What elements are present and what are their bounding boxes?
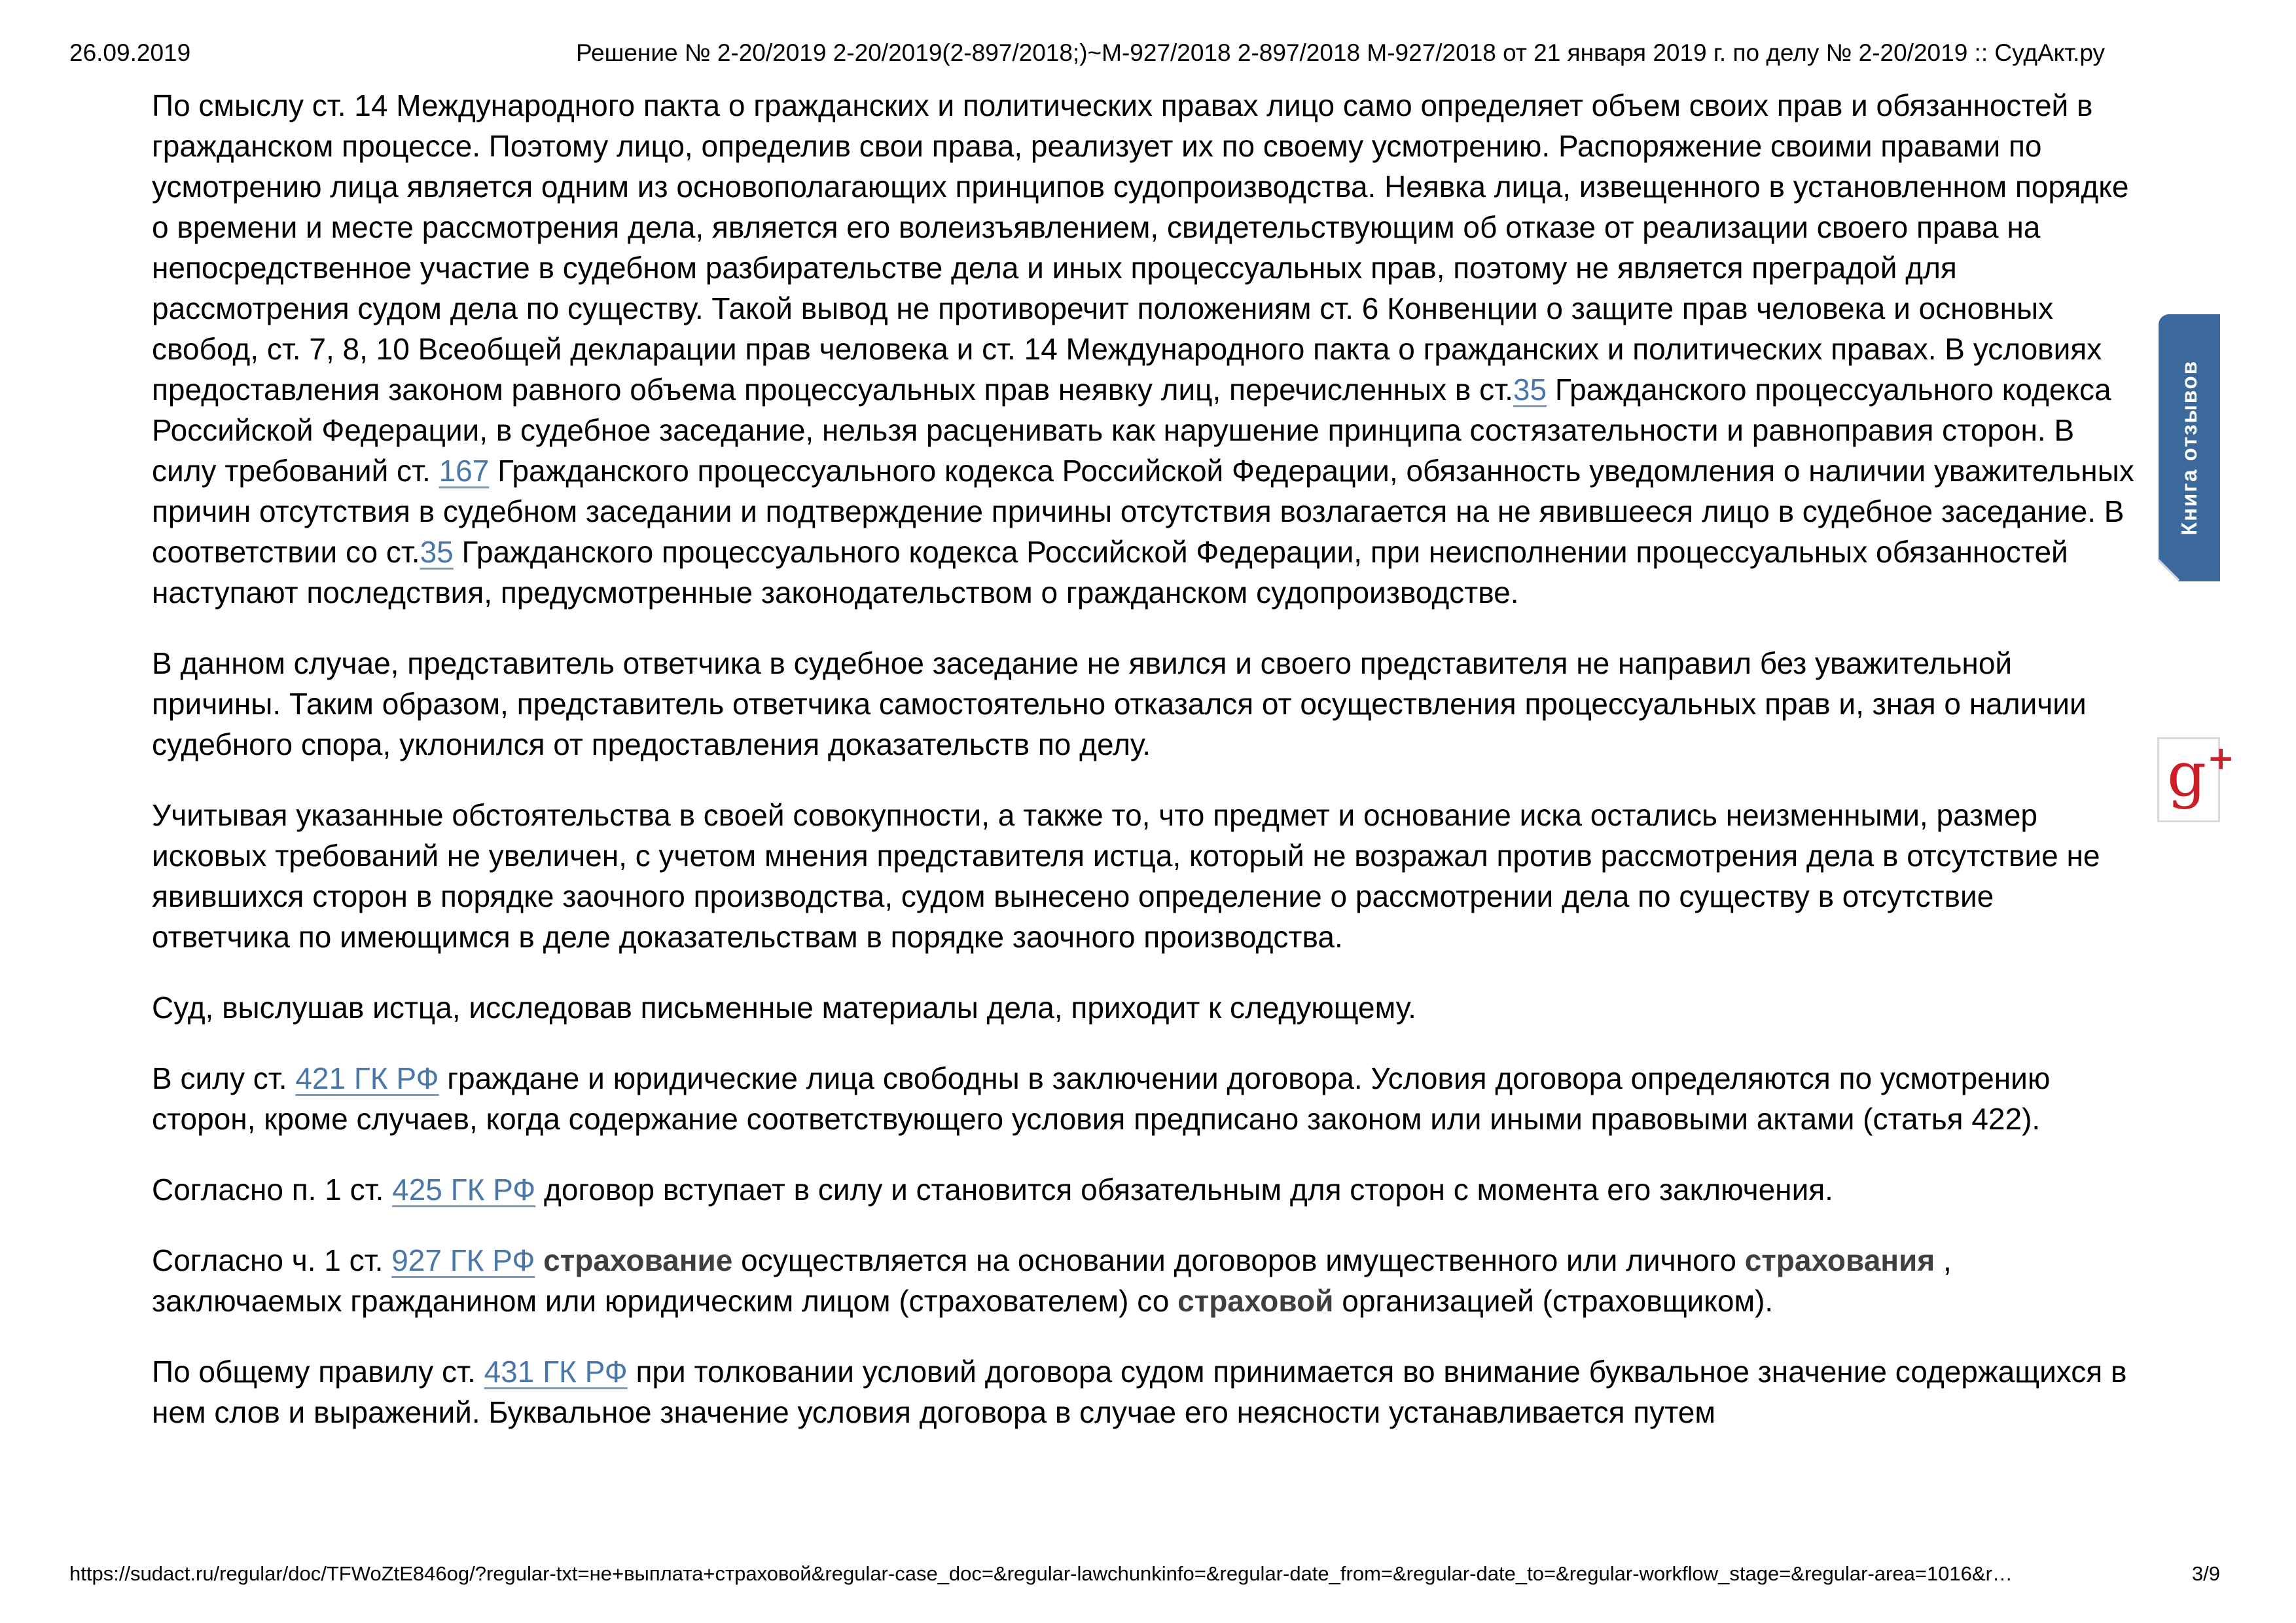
text-run: граждане и юридические лица свободны в заключении договора. Условия договора определяются по усмотрению сторон, кроме случаев, когда содержание соответствующего условия предписано законом или иными правовыми актами (статья 422). (152, 1061, 2051, 1136)
document-body (152, 85, 2135, 1463)
text-run: По общему правилу ст. (152, 1355, 484, 1389)
ribbon-fold-corner (2138, 559, 2179, 601)
highlighted-term: страхования (1744, 1243, 1935, 1277)
statute-link[interactable]: 35 (420, 535, 454, 569)
text-run: осуществляется на основании договоров имущественного или личного (732, 1243, 1745, 1277)
text-run: В данном случае, представитель ответчика в судебное заседание не явился и своего представителя не направил без уважительной причины. Таким образом, представитель ответчика самостоятельно отказался от осуществления процессуальных прав и, зная о наличии судебного спора, уклонился от предоставления доказательств по делу. (152, 646, 2087, 761)
paragraph (152, 1351, 2135, 1432)
text-run: Гражданского процессуального кодекса Российской Федерации, при неисполнении процессуальных обязанностей наступают последствия, предусмотренные законодательством о гражданском судопроизводстве. (152, 535, 2068, 610)
print-header-date: 26.09.2019 (69, 39, 191, 66)
feedback-book-tab-label: Книга отзывов (2177, 359, 2201, 536)
google-plus-icon: g (2167, 739, 2207, 811)
feedback-book-tab[interactable] (2159, 314, 2220, 581)
text-run: организацией (страховщиком). (1333, 1284, 1774, 1318)
text-run: при толковании условий договора судом принимается во внимание буквальное значение содержащихся в нем слов и выражений. Буквальное значение условия договора в случае его неясности устанавливается путем (152, 1355, 2127, 1429)
statute-link[interactable]: 35 (1513, 373, 1547, 407)
print-footer-url: https://sudact.ru/regular/doc/TFWoZtE846og/?regular-txt=не+выплата+страховой&regular-case_doc=&regular-lawchunkinfo=&regular-date_from=&regular-date_to=&regular-workflow_stage=&regular-area=1016&r… (69, 1562, 2013, 1585)
paragraph (152, 85, 2135, 613)
paragraph (152, 987, 2135, 1028)
highlighted-term: страхование (543, 1243, 733, 1277)
text-run: Суд, выслушав истца, исследовав письменные материалы дела, приходит к следующему. (152, 991, 1416, 1025)
google-plus-share-button[interactable] (2157, 737, 2235, 822)
paragraph (152, 1169, 2135, 1210)
text-run: По смыслу ст. 14 Международного пакта о гражданских и политических правах лицо само определяет объем своих прав и обязанностей в гражданском процессе. Поэтому лицо, определив свои права, реализует их по своему усмотрению. Распоряжение своими правами по усмотрению лица является одним из основополагающих принципов судопроизводства. Неявка лица, извещенного в установленном порядке о времени и месте рассмотрения дела, является его волеизъявлением, свидетельствующим об отказе от реализации своего права на непосредственное участие в судебном разбирательстве дела и иных процессуальных прав, поэтому не является преградой для рассмотрения судом дела по существу. Такой вывод не противоречит положениям ст. 6 Конвенции о защите прав человека и основных свобод, ст. 7, 8, 10 Всеобщей декларации прав человека и ст. 14 Международного пакта о гражданских и политических правах. В условиях предоставления законом равного объема процессуальных прав неявку лиц, перечисленных в ст. (152, 88, 2129, 407)
text-run: Гражданского процессуального кодекса Российской Федерации, обязанность уведомления о наличии уважительных причин отсутствия в судебном заседании и подтверждение причины отсутствия возлагается на не явившееся лицо в судебное заседание. В соответствии со ст. (152, 454, 2134, 569)
paragraph (152, 1240, 2135, 1321)
statute-link[interactable]: 421 ГК РФ (295, 1061, 439, 1095)
statute-link[interactable]: 431 ГК РФ (484, 1355, 628, 1389)
google-plus-icon-plus: + (2207, 739, 2235, 777)
text-run (535, 1243, 543, 1277)
statute-link[interactable]: 927 ГК РФ (391, 1243, 535, 1277)
text-run: Гражданского процессуального кодекса Российской Федерации, в судебное заседание, нельзя расценивать как нарушение принципа состязательности и равноправия сторон. В силу требований ст. (152, 373, 2111, 488)
text-run: Согласно ч. 1 ст. (152, 1243, 392, 1277)
statute-link[interactable]: 425 ГК РФ (392, 1173, 536, 1207)
print-footer-page-indicator: 3/9 (2191, 1562, 2220, 1585)
text-run: договор вступает в силу и становится обязательным для сторон с момента его заключения. (535, 1173, 1833, 1207)
paragraph (152, 643, 2135, 765)
text-run: Согласно п. 1 ст. (152, 1173, 393, 1207)
print-header-title: Решение № 2-20/2019 2-20/2019(2-897/2018;)~М-927/2018 2-897/2018 М-927/2018 от 21 января 2019 г. по делу № 2-20/2019 :: СудАкт.ру (576, 39, 2106, 66)
text-run: Учитывая указанные обстоятельства в своей совокупности, а также то, что предмет и основание иска остались неизменными, размер исковых требований не увеличен, с учетом мнения представителя истца, который не возражал против рассмотрения дела в отсутствие не явившихся сторон в порядке заочного производства, судом вынесено определение о рассмотрении дела по существу в отсутствие ответчика по имеющимся в деле доказательствам в порядке заочного производства. (152, 798, 2100, 954)
statute-link[interactable]: 167 (439, 454, 490, 488)
paragraph (152, 795, 2135, 957)
highlighted-term: страховой (1177, 1284, 1334, 1318)
text-run: В силу ст. (152, 1061, 296, 1095)
paragraph (152, 1058, 2135, 1139)
text-run: , заключаемых гражданином или юридическим лицом (страхователем) со (152, 1243, 1952, 1318)
